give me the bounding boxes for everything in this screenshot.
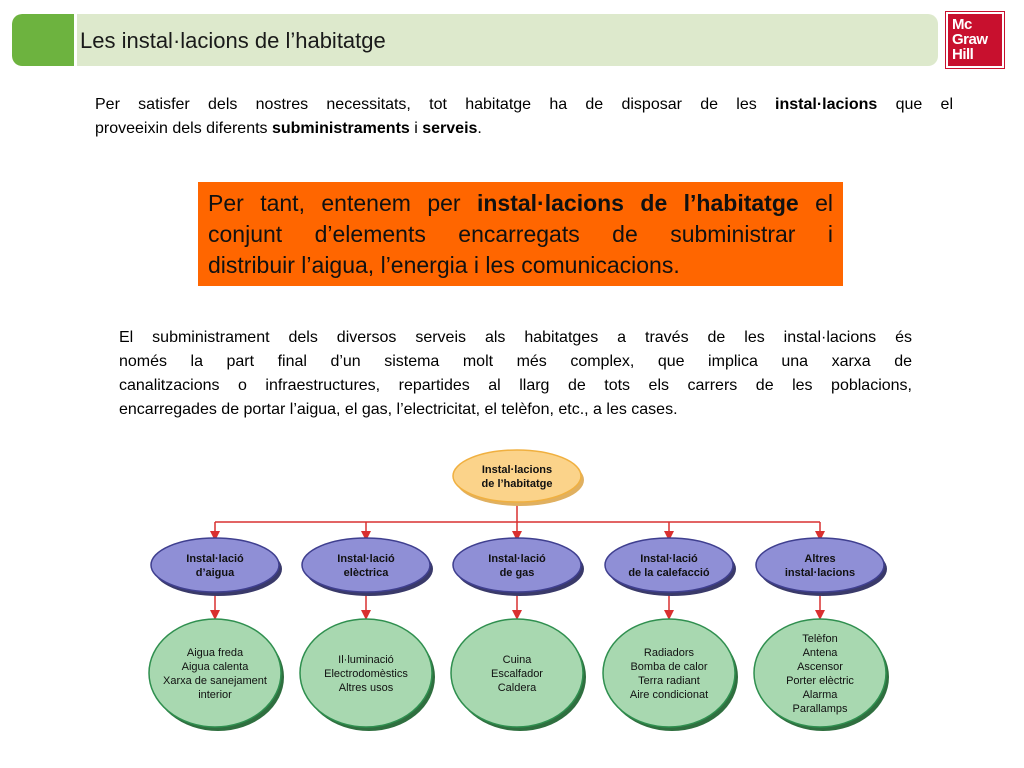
items-node-label: Xarxa de sanejament — [163, 675, 267, 687]
paragraph-line: El subministrament dels diversos serveis als habitatges a través de les instal·lacions és — [119, 329, 912, 346]
intro-text: proveeixin dels diferents — [95, 120, 272, 137]
items-node-label: Radiadors — [643, 647, 695, 659]
category-node-label: Instal·lació — [640, 553, 698, 565]
category-node-label: Instal·lació — [337, 553, 395, 565]
definition-bold-term: instal·lacions de l’habitatge — [476, 190, 799, 216]
logo-line: Mc — [952, 16, 972, 33]
items-node-label: Porter elèctric — [786, 675, 854, 687]
items-node-label: Aigua calenta — [181, 661, 249, 673]
category-node-label: Altres — [804, 553, 836, 565]
paragraph-line: només la part final d’un sistema molt més complex, que implica una xarxa de — [119, 353, 912, 370]
category-node-shape — [756, 538, 884, 592]
items-node-label: Bomba de calor — [630, 661, 708, 673]
category-node-label: d’aigua — [195, 567, 235, 579]
category-node-shape — [151, 538, 279, 592]
definition-line-2: conjunt d’elements encarregats de subministrar i — [208, 221, 833, 247]
intro-bold-term: instal·lacions — [775, 96, 878, 113]
category-node-label: instal·lacions — [784, 567, 856, 579]
items-node-shape — [603, 619, 735, 727]
intro-text: i — [409, 120, 423, 137]
logo-line: Hill — [952, 46, 974, 63]
intro-bold-term: serveis — [422, 120, 478, 137]
items-node-label: Cuina — [502, 654, 532, 666]
items-node-label: interior — [198, 689, 232, 701]
paragraph-line: canalitzacions o infraestructures, repartides al llarg de tots els carrers de les poblacions, — [119, 377, 912, 394]
paragraph-line: encarregades de portar l’aigua, el gas, l’electricitat, el telèfon, etc., a les cases. — [119, 401, 678, 418]
category-nodes — [151, 538, 887, 596]
intro-text: Per satisfer dels nostres necessitats, tot habitatge ha de disposar de les — [95, 96, 776, 113]
items-node-label: Aigua freda — [186, 647, 244, 659]
items-node-label: Il·luminació — [338, 654, 394, 666]
items-node-label: Antena — [802, 647, 838, 659]
category-node-shape — [605, 538, 733, 592]
items-node-label: Terra radiant — [638, 675, 700, 687]
items-node-label: Telèfon — [802, 633, 838, 645]
items-node-label: Electrodomèstics — [324, 668, 408, 680]
leaf-nodes — [149, 619, 889, 731]
category-node-label: de gas — [499, 567, 535, 579]
intro-bold-term: subministraments — [271, 120, 410, 137]
root-node-label: Instal·lacions — [481, 464, 553, 476]
items-node-shape — [149, 619, 281, 727]
category-node-label: de la calefacció — [628, 567, 710, 579]
items-node-label: Escalfador — [491, 668, 543, 680]
root-node-shape — [453, 450, 581, 502]
category-node-label: elèctrica — [343, 567, 389, 579]
category-node-label: Instal·lació — [488, 553, 546, 565]
slide-title: Les instal·lacions de l’habitatge — [80, 28, 386, 53]
items-node-label: Alarma — [802, 689, 838, 701]
definition-line-3: distribuir l’aigua, l’energia i les comunicacions. — [208, 252, 680, 278]
category-node-shape — [453, 538, 581, 592]
category-node-label: Instal·lació — [186, 553, 244, 565]
items-node-label: Aire condicionat — [629, 689, 709, 701]
definition-text: Per tant, entenem per — [208, 190, 477, 216]
items-node-label: Altres usos — [338, 682, 394, 694]
intro-text: que el — [877, 96, 953, 113]
root-node-label: de l’habitatge — [481, 478, 553, 490]
root-node — [453, 450, 584, 506]
definition-text: el — [798, 190, 833, 216]
items-node-label: Caldera — [497, 682, 537, 694]
category-node-shape — [302, 538, 430, 592]
intro-text: . — [477, 120, 482, 137]
items-node-label: Parallamps — [792, 703, 848, 715]
logo-line: Graw — [952, 31, 988, 48]
items-node-label: Ascensor — [797, 661, 843, 673]
